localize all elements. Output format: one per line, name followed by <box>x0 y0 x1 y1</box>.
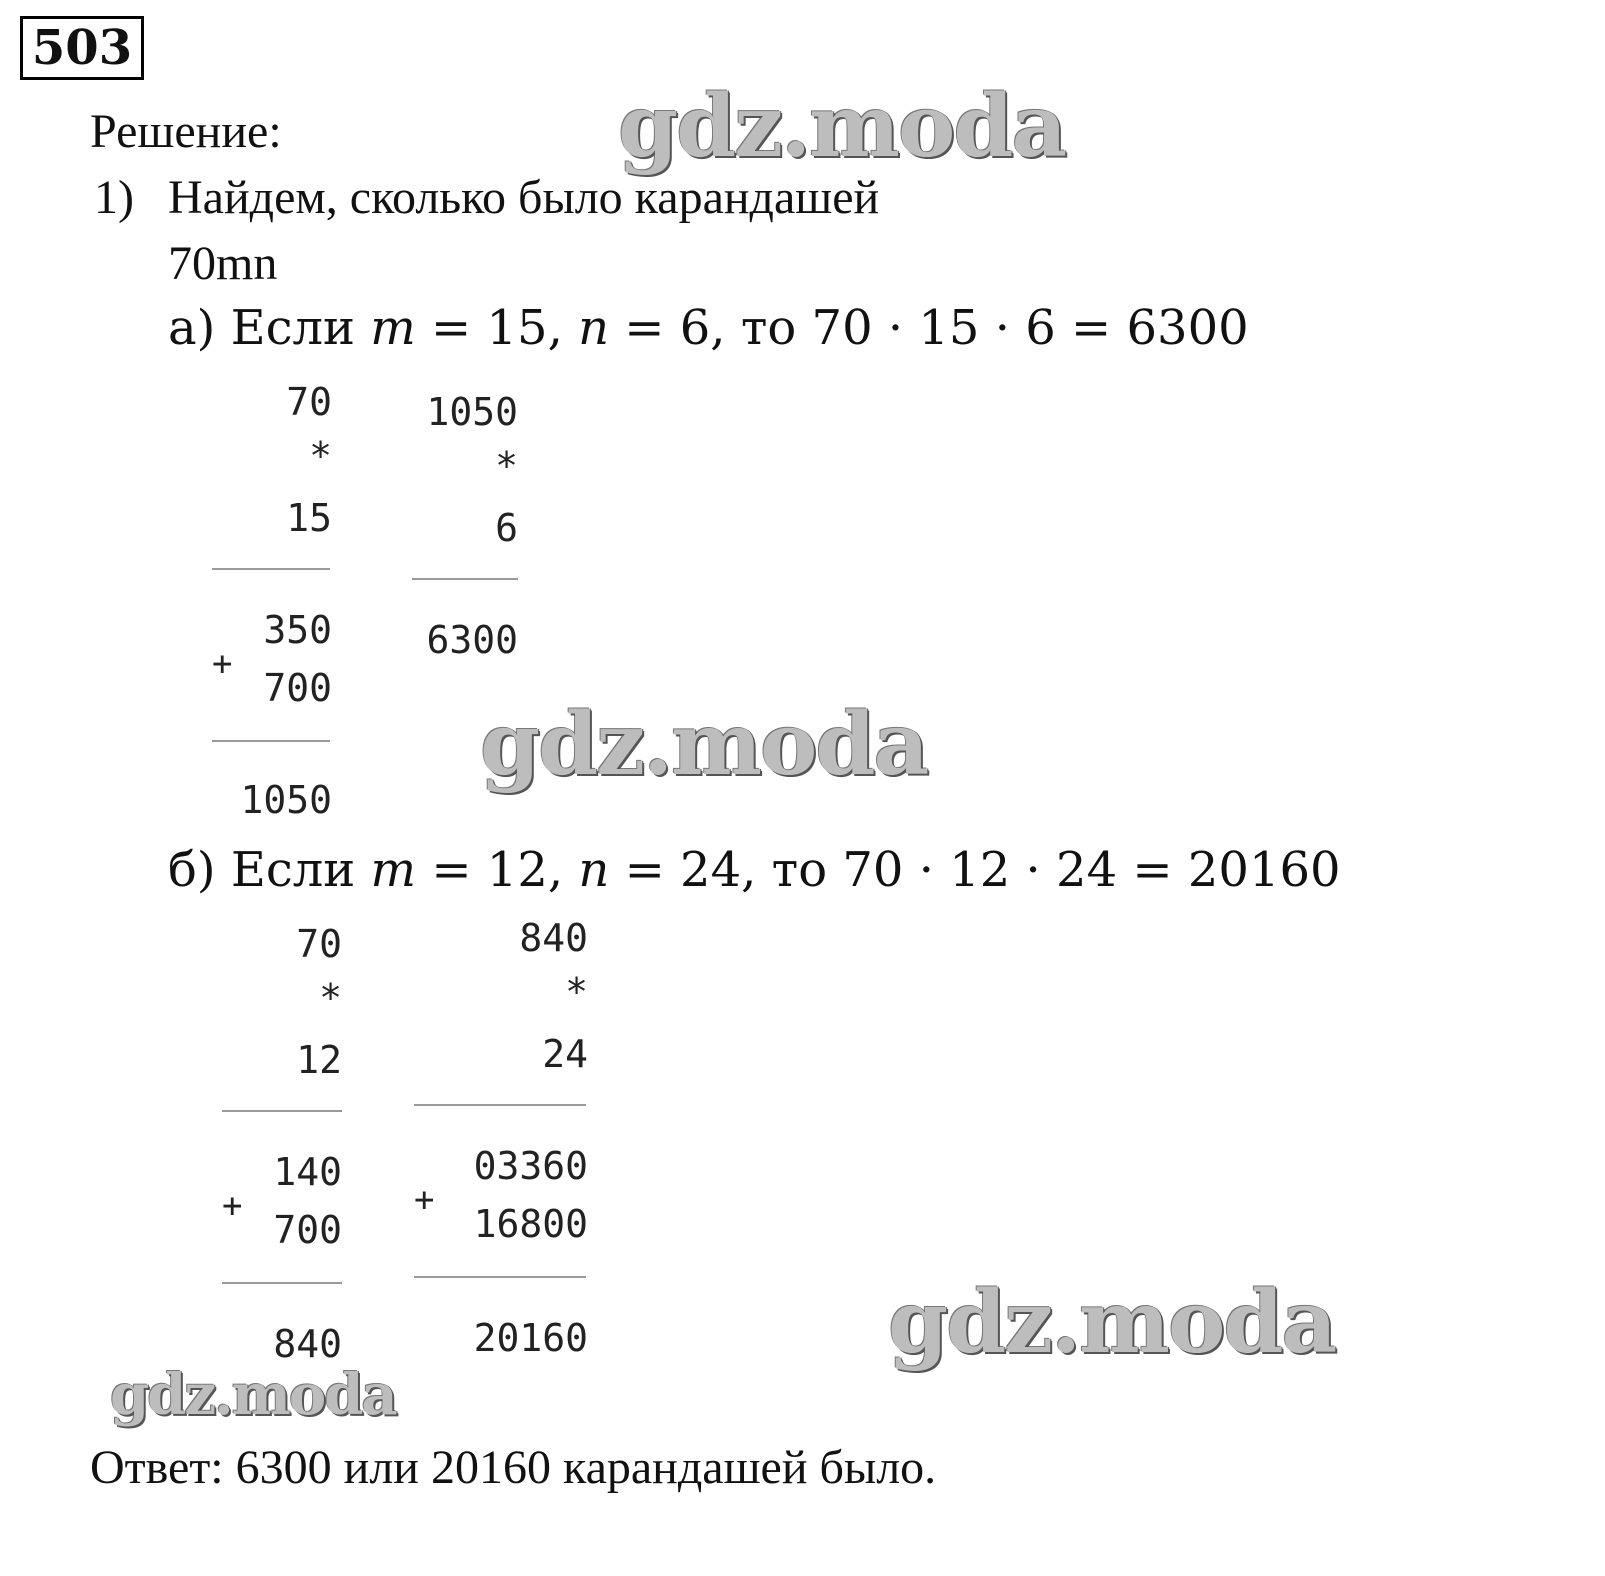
calc-operand: 24 <box>542 1032 588 1076</box>
watermark: gdz.moda <box>110 1362 396 1428</box>
calc-partial: 700 <box>263 666 332 710</box>
calc-operand: 12 <box>296 1038 342 1082</box>
calc-operand: 70 <box>296 922 342 966</box>
calc-rule <box>212 740 330 742</box>
case-a-m-part: = 15, <box>415 300 579 356</box>
case-a-prefix: а) Если <box>168 300 371 356</box>
case-b-prefix: б) Если <box>168 842 371 898</box>
calc-plus: + <box>414 1180 435 1220</box>
calc-partial: 03360 <box>473 1144 588 1188</box>
case-a-equation <box>168 300 1249 356</box>
calc-operand: 15 <box>286 496 332 540</box>
case-b-n-part: = 24, то 70 · 12 · 24 = 20160 <box>609 842 1341 898</box>
watermark: gdz.moda <box>480 694 928 795</box>
calc-partial: 16800 <box>473 1202 588 1246</box>
calc-operand: 6 <box>495 506 518 550</box>
calc-rule <box>222 1282 342 1284</box>
step-marker: 1) <box>94 171 134 224</box>
calc-partial: 140 <box>273 1150 342 1194</box>
calc-partial: 700 <box>273 1208 342 1252</box>
calc-partial: 350 <box>263 608 332 652</box>
solution-heading: Решение: <box>90 105 282 158</box>
calc-operand: 1050 <box>426 390 518 434</box>
calc-operator: * <box>565 970 588 1014</box>
calc-plus: + <box>212 644 233 684</box>
calc-rule <box>212 568 330 570</box>
calc-rule <box>414 1276 586 1278</box>
calc-operator: * <box>309 434 332 478</box>
case-a-n-part: = 6, то 70 · 15 · 6 = 6300 <box>609 300 1249 356</box>
calc-result: 840 <box>273 1322 342 1366</box>
calc-operator: * <box>495 444 518 488</box>
case-b-equation <box>168 842 1341 898</box>
var-m: m <box>370 300 416 356</box>
step-text: Найдем, сколько было карандашей <box>168 171 880 224</box>
calc-plus: + <box>222 1186 243 1226</box>
calc-result: 20160 <box>473 1316 588 1360</box>
calc-operand: 840 <box>519 916 588 960</box>
watermark: gdz.moda <box>618 76 1066 177</box>
var-n: n <box>578 300 610 356</box>
formula: 70mn <box>168 237 278 290</box>
calc-operator: * <box>319 976 342 1020</box>
calc-rule <box>412 578 518 580</box>
calc-rule <box>222 1110 342 1112</box>
case-b-m-part: = 12, <box>416 842 579 898</box>
var-n: n <box>578 842 610 898</box>
answer: Ответ: 6300 или 20160 карандашей было. <box>90 1441 937 1494</box>
var-m: m <box>370 842 417 898</box>
task-number: 503 <box>20 16 144 80</box>
calc-result: 6300 <box>426 618 518 662</box>
calc-rule <box>414 1104 586 1106</box>
calc-result: 1050 <box>240 778 332 822</box>
watermark: gdz.moda <box>888 1272 1336 1373</box>
calc-operand: 70 <box>286 380 332 424</box>
